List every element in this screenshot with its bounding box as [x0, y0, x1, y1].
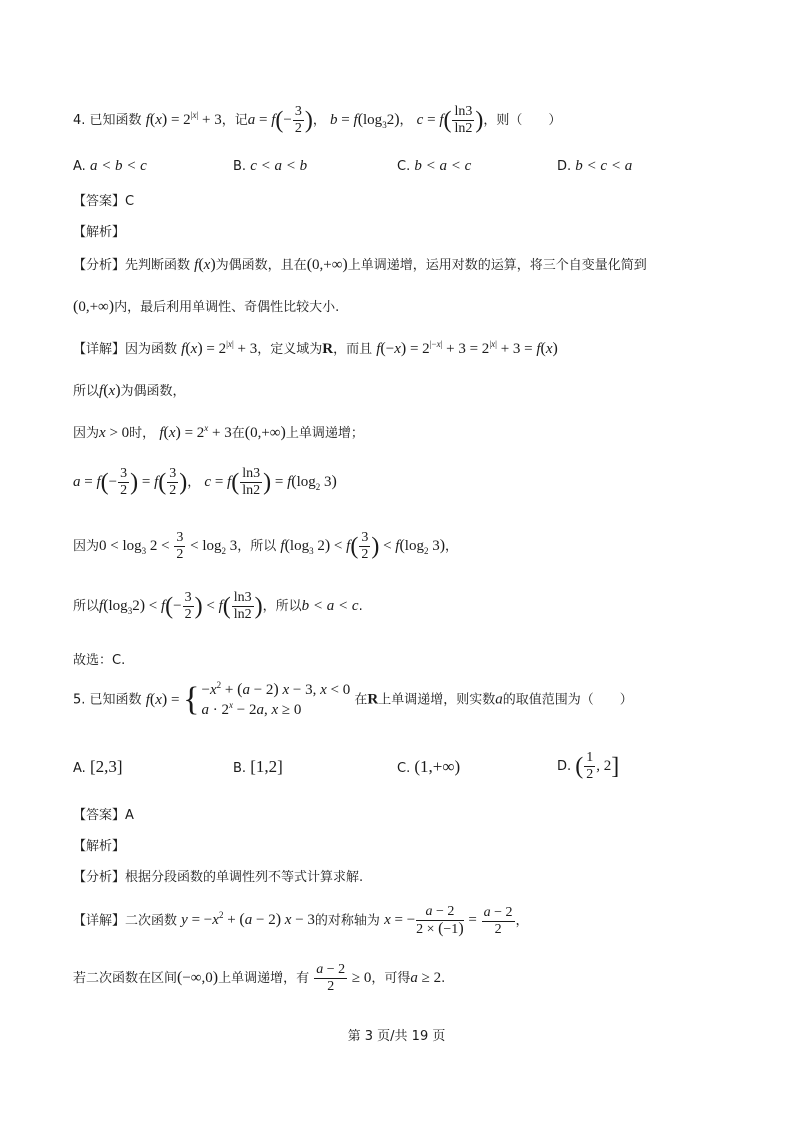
q5-option-d-value: ( $\frac{1}{2}$ , 2]	[575, 750, 620, 782]
q5-answer: 【答案】A	[73, 808, 134, 823]
q5-detail-line1: 【详解】二次函数 $y = -x^2 + (a - 2) x - 3$的对称轴为 x = − $\frac{a - 2}{2 \times (-1)}$ = $\frac{a - 2}{2}$ ，	[73, 904, 529, 937]
page-footer: 第 3 页/共 19 页	[347, 1029, 446, 1044]
q4-option-c: C. b < a < c	[397, 158, 472, 174]
q4-option-b: B. c < a < b	[233, 158, 308, 174]
q5-option-c: C. (1,+∞)	[397, 757, 461, 776]
q4-choose: 故选：C.	[73, 653, 126, 668]
q4-option-d: D. b < c < a	[557, 158, 633, 174]
q4-fenxi-line2: (0,+∞)内，最后利用单调性、奇偶性比较大小.	[73, 298, 340, 315]
q5-option-b: B. [1,2]	[233, 757, 283, 776]
q5-analysis-tag: 【解析】	[73, 839, 126, 854]
q4-detail-line1: 【详解】因为函数 $f(x) = 2^{|x|} + 3$，定义域为R，而且 $f(-x) = 2^{|-x|} + 3 = 2^{|x|} + 3 = f(x)$	[73, 339, 558, 357]
q4-stem: 4. 已知函数 $f(x) = 2^{|x|} + 3$，记a = f(− $\frac{3}{2}$ )， $b = f(\log_32)$， c = f( $\frac{\ln 3}{\ln 2}$ )，则（ ）	[73, 104, 562, 136]
q5-option-a: A. [2,3]	[73, 757, 123, 776]
q4-analysis-tag: 【解析】	[73, 225, 126, 240]
q5-fenxi: 【分析】根据分段函数的单调性列不等式计算求解.	[73, 870, 364, 885]
q5-stem: 5. 已知函数 f ( x ) = { $-x^2 + (a - 2) x - 3$, x < 0 $a \cdot 2^x - 2a$, x ≥ 0 在R上单调递增，则实数a的取值范围为（ ）	[73, 680, 633, 718]
q4-option-a: A. a < b < c	[73, 158, 147, 174]
q4-fenxi-line1: 【分析】先判断函数 f(x)为偶函数，且在(0,+∞)上单调递增，运用对数的运算，将三个自变量化简到	[73, 256, 647, 273]
q4-detail-line4: a = f(− $\frac{3}{2}$ ) = f( $\frac{3}{2}$ )， c = f( $\frac{\ln 3}{\ln 2}$ ) = $f(\log_2$ 3)	[73, 466, 337, 498]
q4-detail-line2: 所以f(x)为偶函数，	[73, 382, 186, 399]
q5-option-d: D. ( $\frac{1}{2}$ , 2]	[557, 750, 620, 782]
q4-detail-line5: 因为$0 < \log_3 2$ < $\frac{3}{2}$ < $\log_2 3$，所以 $f(\log_3$ 2) < f( $\frac{3}{2}$ ) < $f(\log_2$ 3)，	[73, 530, 459, 562]
q4-detail-line6: 所以$f(\log_32) < f(-$ $\frac{3}{2}$ ) < f( $\frac{\ln 3}{\ln 2}$ )，所以b < a < c.	[73, 590, 363, 622]
q4-detail-line3: 因为x > 0时， $f(x) = 2^x + 3$在(0,+∞)上单调递增；	[73, 423, 364, 441]
q5-detail-line2: 若二次函数在区间(−∞,0)上单调递增，有 $\frac{a - 2}{2}$ ≥ 0，可得a ≥ 2.	[73, 962, 446, 994]
q4-answer: 【答案】C	[73, 194, 135, 209]
